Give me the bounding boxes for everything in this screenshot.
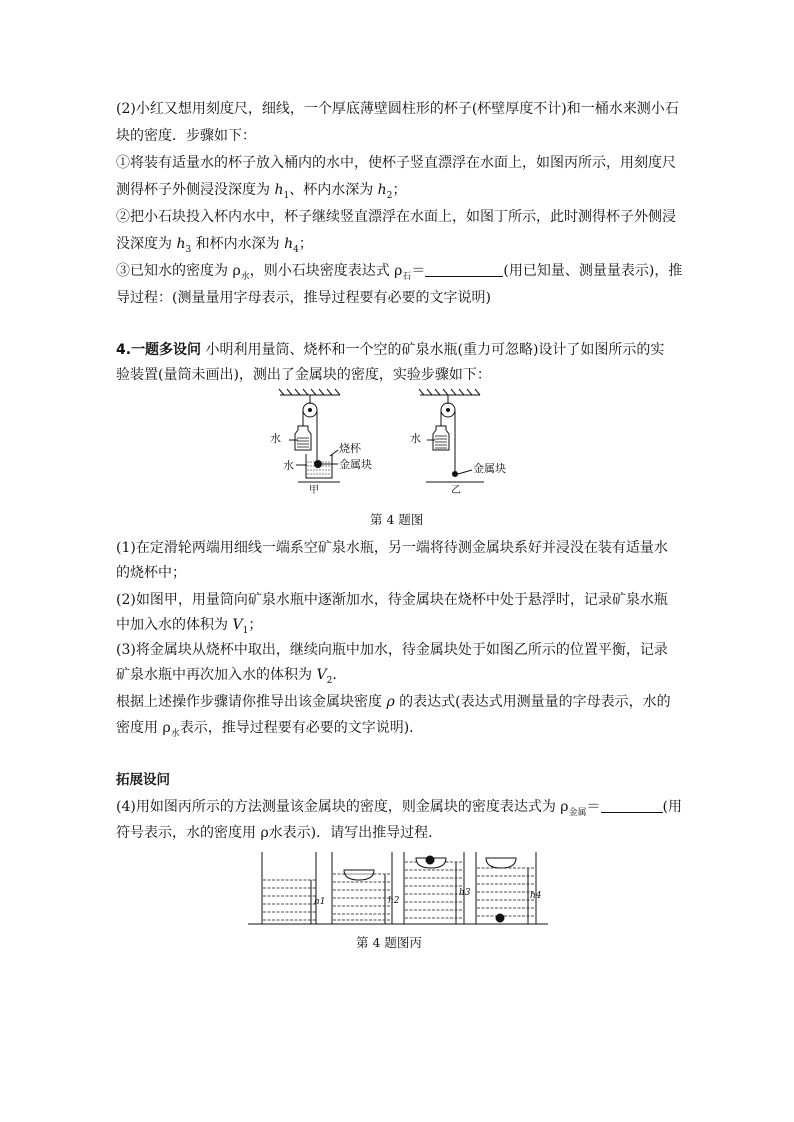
text: 的表达式(表达式用测量量的字母表示，水的	[394, 694, 671, 710]
q4-step2-line-2	[116, 615, 262, 641]
q4-step2-line-1: (2)如图甲，用量筒向矿泉水瓶中逐渐加水，待金属块在烧杯中处于悬浮时，记录矿泉水瓶	[116, 592, 668, 608]
text: 密度用 ρ	[116, 720, 171, 736]
text: (4)用如图丙所示的方法测量该金属块的密度，则金属块的密度表达式为 ρ	[116, 799, 569, 815]
fig1-label-jia: 甲	[309, 485, 319, 496]
text: 表示，推导过程要有必要的文字说明).	[179, 720, 414, 736]
sub: 1	[283, 190, 290, 201]
metal-block-cup	[426, 856, 434, 864]
figure-caption-1: 第 4 题图	[370, 512, 424, 527]
sub: 4	[293, 244, 299, 255]
fig1-label-water-b: 水	[283, 459, 294, 472]
part2-line-1: (2)小红又想用刻度尺，细线，一个厚底薄壁圆柱形的杯子(杯壁厚度不计)和一桶水来测小石	[116, 101, 679, 117]
part2-step3-line-1	[116, 261, 682, 287]
extension-heading: 拓展设问	[116, 772, 170, 788]
text: (用已知量、测量量表示)，推	[503, 263, 683, 279]
part2-step1-line-2	[116, 180, 406, 206]
text: .	[332, 667, 337, 683]
text: 没深度为	[116, 236, 177, 252]
text: ③已知水的密度为 ρ	[116, 263, 241, 279]
sub: 2	[386, 190, 393, 201]
text: 、杯内水深为	[289, 182, 378, 198]
cup-4	[486, 858, 516, 868]
text: ；	[248, 617, 263, 633]
text: ；	[298, 236, 313, 252]
part2-step1-line-1: ①将装有适量水的杯子放入桶内的水中，使杯子竖直漂浮在水面上，如图丙所示，用刻度尺	[116, 155, 676, 171]
ext-line-2: 符号表示，水的密度用 ρ水表示)．请写出推导过程.	[116, 825, 433, 841]
var-h: h	[377, 182, 387, 198]
metal-block-right	[453, 472, 458, 477]
ceiling-hatch-right	[419, 389, 480, 395]
q4-step3-line-2	[116, 665, 337, 691]
var-v: V	[232, 617, 243, 633]
part2-step2-line-2	[116, 234, 313, 260]
sub: 2	[326, 675, 333, 686]
var-h: h	[284, 236, 294, 252]
fig1-label-water-a: 水	[270, 432, 281, 445]
var-h: h	[274, 182, 284, 198]
text: 小明利用量筒、烧杯和一个空的矿泉水瓶(重力可忽略)设计了如图所示的实	[201, 342, 665, 358]
text: 矿泉水瓶中再次加入水的体积为	[116, 667, 317, 683]
part2-step2-line-1: ②把小石块投入杯内水中，杯子继续竖直漂浮在水面上，如图丁所示，此时测得杯子外侧浸	[116, 209, 676, 225]
part2-step3-line-2: 导过程：(测量量用字母表示，推导过程要有必要的文字说明)	[116, 290, 491, 306]
var-h: h	[176, 236, 186, 252]
text: ＝	[586, 799, 601, 815]
fig2-label-h4: h4	[530, 891, 542, 901]
text: 和杯内水深为	[191, 236, 285, 252]
text: 中加入水的体积为	[116, 617, 233, 633]
fig1-label-metal-a: 金属块	[339, 458, 372, 471]
q4-intro-line-1	[116, 340, 664, 360]
sub: 1	[242, 625, 249, 636]
question-tag: 一题多设问	[131, 342, 202, 358]
q4-derive-line-1	[116, 692, 671, 712]
sub: 水	[240, 271, 250, 282]
containers-figure	[248, 848, 548, 928]
text: 根据上述操作步骤请你推导出该金属块密度	[116, 694, 387, 710]
metal-block-left	[315, 461, 322, 468]
fig1-label-metal-b: 金属块	[473, 462, 506, 475]
q4-intro-line-2: 验装置(量筒未画出)，测出了金属块的密度，实验步骤如下：	[116, 367, 491, 383]
fig1-label-water-c: 水	[410, 432, 421, 445]
ceiling-hatch-left	[279, 389, 340, 395]
answer-blank[interactable]	[601, 798, 663, 813]
figure-caption-2: 第 4 题图丙	[356, 935, 422, 950]
question-number: 4.	[116, 342, 132, 358]
sub: 石	[402, 271, 412, 282]
bottle-right	[433, 426, 449, 450]
var-rho: ρ	[386, 694, 395, 710]
answer-blank[interactable]	[425, 262, 503, 277]
fig2-label-h1: h1	[314, 897, 326, 907]
text: ；	[392, 182, 407, 198]
q4-step1-line-1: (1)在定滑轮两端用细线一端系空矿泉水瓶，另一端将待测金属块系好并浸没在装有适量水	[116, 540, 668, 556]
text: ，则小石块密度表达式 ρ	[249, 263, 403, 279]
text: (用	[662, 799, 682, 815]
q4-step3-line-1: (3)将金属块从烧杯中取出，继续向瓶中加水，待金属块处于如图乙所示的位置平衡，记录	[116, 642, 668, 658]
sub: 3	[185, 244, 192, 255]
text: 测得杯子外侧浸没深度为	[116, 182, 275, 198]
fig2-label-h2: h2	[388, 896, 400, 906]
fig1-label-yi: 乙	[451, 485, 461, 496]
cup-2	[344, 870, 374, 880]
sub: 水	[170, 728, 180, 739]
ext-line-1	[116, 797, 682, 823]
fig1-label-beaker: 烧杯	[339, 442, 361, 455]
part2-line-2: 块的密度．步骤如下：	[116, 128, 256, 144]
sub: 金属	[568, 807, 587, 818]
pulley-figure	[268, 386, 508, 504]
var-v: V	[316, 667, 327, 683]
metal-block-bottom	[496, 914, 504, 922]
q4-step1-line-2: 的烧杯中；	[116, 565, 186, 581]
fig2-label-h3: h3	[459, 888, 471, 898]
text: ＝	[411, 263, 426, 279]
q4-derive-line-2	[116, 718, 414, 744]
